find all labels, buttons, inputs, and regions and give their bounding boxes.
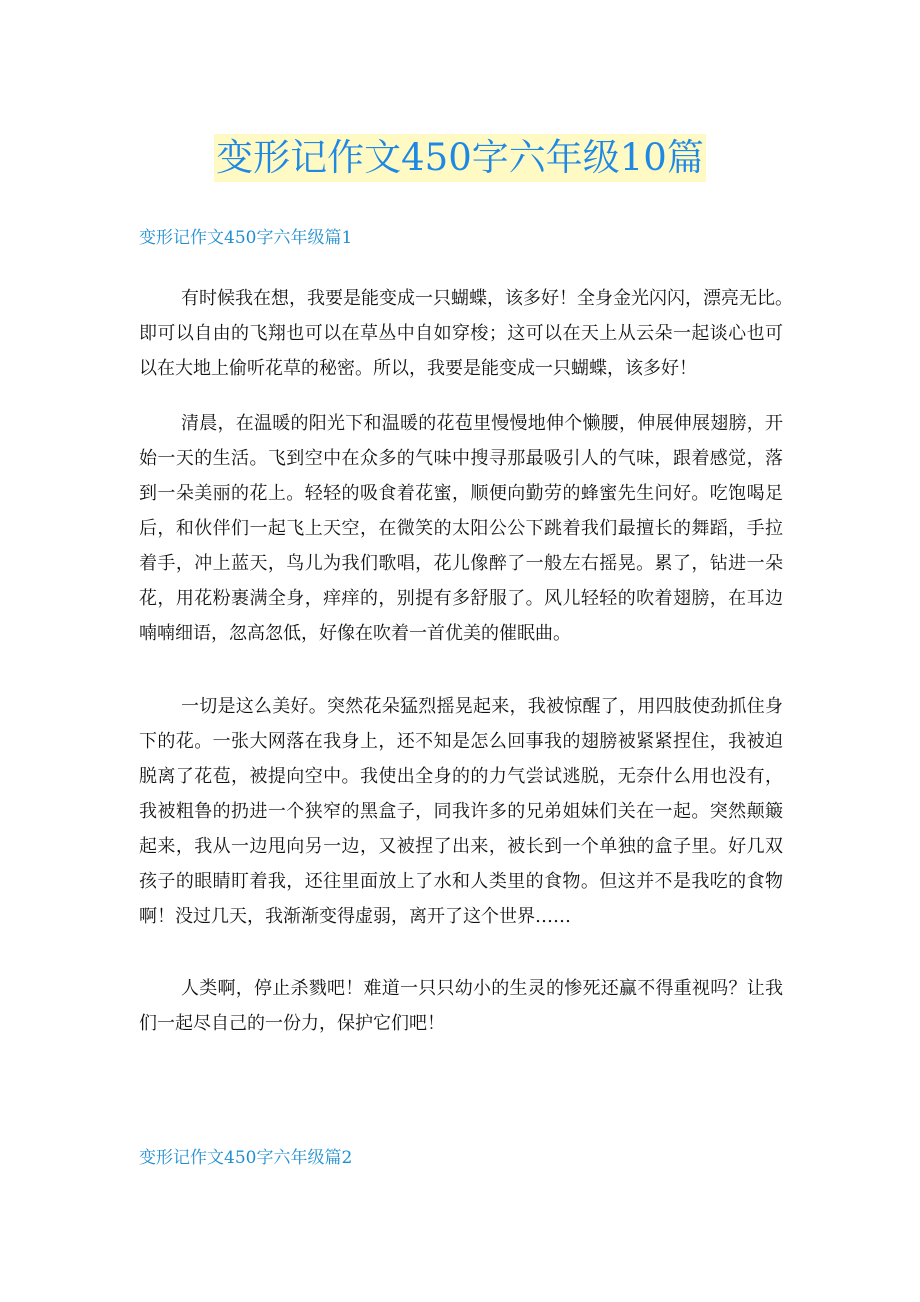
page-title: 变形记作文450字六年级10篇	[214, 134, 706, 182]
paragraph-line: 脱离了花苞，被提向空中。我使出全身的的力气尝试逃脱，无奈什么用也没有，	[139, 766, 783, 787]
paragraph-line: 以在大地上偷听花草的秘密。所以，我要是能变成一只蝴蝶，该多好！	[139, 358, 697, 379]
paragraph-line: 后，和伙伴们一起飞上天空，在微笑的太阳公公下跳着我们最擅长的舞蹈，手拉	[139, 518, 783, 539]
paragraph-line: 清晨，在温暖的阳光下和温暖的花苞里慢慢地伸个懒腰，伸展伸展翅膀，开	[181, 413, 783, 434]
paragraph-line: 喃喃细语，忽高忽低，好像在吹着一首优美的催眠曲。	[139, 623, 571, 644]
paragraph-line: 人类啊，停止杀戮吧！难道一只只幼小的生灵的惨死还赢不得重视吗？让我	[181, 978, 783, 999]
paragraph-line: 们一起尽自己的一份力，保护它们吧！	[139, 1013, 445, 1034]
paragraph-line: 着手，冲上蓝天，鸟儿为我们歌唱，花儿像醉了一般左右摇晃。累了，钻进一朵	[139, 553, 783, 574]
paragraph-4	[139, 971, 783, 1041]
section-heading-1: 变形记作文450字六年级篇1	[139, 228, 353, 248]
paragraph-line: 到一朵美丽的花上。轻轻的吸食着花蜜，顺便向勤劳的蜂蜜先生问好。吃饱喝足	[139, 483, 783, 504]
paragraph-line: 我被粗鲁的扔进一个狭窄的黑盒子，同我许多的兄弟姐妹们关在一起。突然颠簸	[139, 801, 783, 822]
paragraph-line: 有时候我在想，我要是能变成一只蝴蝶，该多好！全身金光闪闪，漂亮无比。	[181, 288, 793, 309]
paragraph-line: 始一天的生活。飞到空中在众多的气味中搜寻那最吸引人的气味，跟着感觉，落	[139, 448, 783, 469]
paragraph-line: 一切是这么美好。突然花朵猛烈摇晃起来，我被惊醒了，用四肢使劲抓住身	[181, 696, 783, 717]
page-title-container	[0, 134, 920, 182]
paragraph-line: 孩子的眼睛盯着我，还往里面放上了水和人类里的食物。但这并不是我吃的食物	[139, 871, 783, 892]
paragraph-3	[139, 689, 783, 934]
section-heading-2: 变形记作文450字六年级篇2	[139, 1148, 353, 1168]
paragraph-line: 起来，我从一边甩向另一边，又被捏了出来，被长到一个单独的盒子里。好几双	[139, 836, 783, 857]
paragraph-line: 即可以自由的飞翔也可以在草丛中自如穿梭；这可以在天上从云朵一起谈心也可	[139, 323, 783, 344]
paragraph-1	[139, 281, 793, 386]
paragraph-line: 下的花。一张大网落在我身上，还不知是怎么回事我的翅膀被紧紧捏住，我被迫	[139, 731, 783, 752]
paragraph-2	[139, 406, 783, 651]
paragraph-line: 啊！没过几天，我渐渐变得虚弱，离开了这个世界……	[139, 906, 571, 927]
paragraph-line: 花，用花粉裹满全身，痒痒的，别提有多舒服了。风儿轻轻的吹着翅膀，在耳边	[139, 588, 783, 609]
